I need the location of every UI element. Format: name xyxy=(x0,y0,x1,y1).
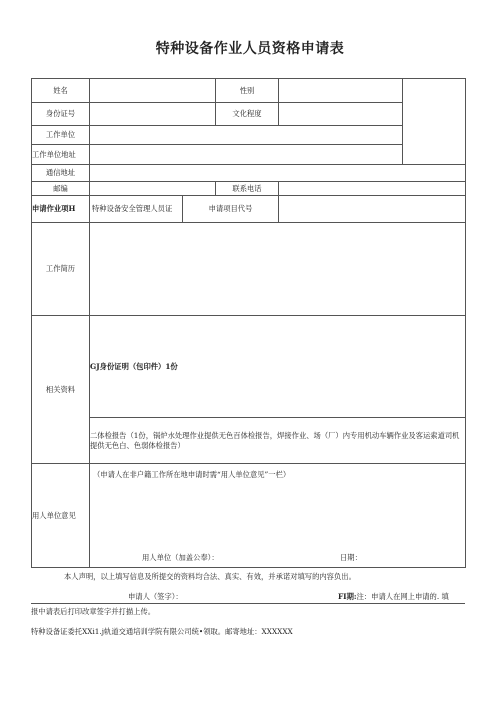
materials-label: 相关资料 xyxy=(32,316,90,464)
education-label: 文化程度 xyxy=(216,103,279,126)
page-title: 特种设备作业人员资格申请表 xyxy=(155,41,345,57)
materials-line-id: GJ身份证明（包印件）1份 xyxy=(90,361,178,371)
education-field[interactable] xyxy=(279,103,403,126)
name-label: 姓名 xyxy=(32,79,90,103)
employer-seal-label: 用人单位（加盖公奉）： xyxy=(142,553,219,562)
declaration-text: 本人声明，以上填写信息及所提交的资料均合法、真实、有效，并承诺对填写的内容负出。 xyxy=(64,572,356,581)
workplace-address-field[interactable] xyxy=(90,145,403,165)
name-field[interactable] xyxy=(90,79,216,103)
application-form xyxy=(31,78,466,568)
gender-label: 性别 xyxy=(216,79,279,103)
note-text-continued: 报中请表后打印改章签字并打描上传。 xyxy=(31,607,156,616)
apply-item-value: 特种设备安全管理人员证 xyxy=(90,196,183,223)
entrust-text: 特种设备证委托XXi1.j轨道交通培训学院有限公司统•领取。邮寄地址：XXXXXX xyxy=(31,627,293,636)
item-code-label: 申请项目代号 xyxy=(183,196,279,223)
materials-line-medical: 二体检报告（1份，锅炉水处理作业提供无色百体检报告，焊接作业、场（厂）内专用机动车辆作业及客运索道司机提供无色白、色弱体检报告） xyxy=(90,431,460,450)
employer-opinion-label: 用人单位意见 xyxy=(32,464,90,568)
signature-line xyxy=(31,603,465,604)
id-number-field[interactable] xyxy=(90,103,216,126)
photo-box xyxy=(403,79,466,165)
workplace-address-label: 工作单位地址 xyxy=(32,145,90,165)
work-resume-field[interactable] xyxy=(90,223,466,316)
note-text: 注：申请人在网上申请的. 填 xyxy=(356,592,449,601)
work-resume-label: 工作简历 xyxy=(32,223,90,316)
employer-opinion-note: （申请人在非户籍工作所在地申请时需“用人单位意见”一栏） xyxy=(93,470,291,479)
apply-item-label: 申请作业项H xyxy=(32,196,90,223)
applicant-sign-label: 申请人（签字）： xyxy=(128,592,183,601)
mail-address-field[interactable] xyxy=(90,165,466,182)
postcode-label: 邮编 xyxy=(32,182,90,196)
item-code-field[interactable] xyxy=(279,196,466,223)
id-number-label: 身份证号 xyxy=(32,103,90,126)
workplace-label: 工作单位 xyxy=(32,126,90,145)
workplace-field[interactable] xyxy=(90,126,403,145)
postcode-field[interactable] xyxy=(90,182,216,196)
mail-address-label: 通信地址 xyxy=(32,165,90,182)
employer-date-label: 日期： xyxy=(340,553,362,562)
date-lead: FI期: xyxy=(338,592,357,601)
phone-label: 联系电话 xyxy=(216,182,279,196)
gender-field[interactable] xyxy=(279,79,403,103)
phone-field[interactable] xyxy=(279,182,466,196)
